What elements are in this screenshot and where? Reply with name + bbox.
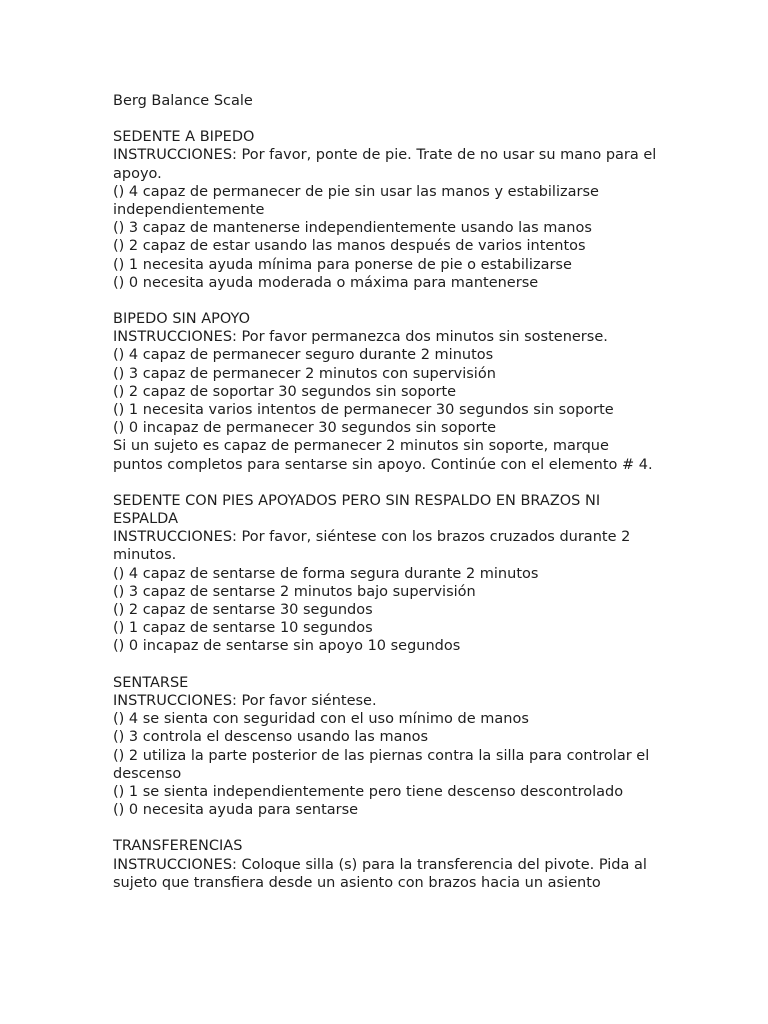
score-option: () 0 incapaz de sentarse sin apoyo 10 segundos	[113, 638, 461, 655]
score-option: () 4 capaz de permanecer seguro durante 2 minutos	[113, 347, 494, 364]
score-option: () 3 capaz de permanecer 2 minutos con supervisión	[113, 365, 496, 382]
section-sedente-con-pies-apoyados	[113, 492, 658, 656]
section-heading: BIPEDO SIN APOYO	[113, 311, 251, 328]
score-option: () 2 capaz de soportar 30 segundos sin soporte	[113, 383, 457, 400]
section-instructions: INSTRUCCIONES: Por favor permanezca dos minutos sin sostenerse.	[113, 329, 608, 346]
score-option: () 0 necesita ayuda moderada o máxima para mantenerse	[113, 274, 539, 291]
score-option: () 2 utiliza la parte posterior de las piernas contra la silla para controlar el descenso	[113, 747, 650, 782]
score-option: () 3 capaz de sentarse 2 minutos bajo supervisión	[113, 583, 476, 600]
document-page	[113, 92, 658, 910]
section-heading: TRANSFERENCIAS	[113, 838, 243, 855]
section-sedente-a-bipedo	[113, 128, 658, 292]
section-bipedo-sin-apoyo	[113, 310, 658, 474]
section-instructions: INSTRUCCIONES: Coloque silla (s) para la transferencia del pivote. Pida al sujeto que transfiera desde un asiento con brazos hacia un asiento	[113, 856, 647, 891]
score-option: () 1 se sienta independientemente pero tiene descenso descontrolado	[113, 783, 624, 800]
score-option: () 0 necesita ayuda para sentarse	[113, 802, 359, 819]
score-option: () 4 capaz de permanecer de pie sin usar las manos y estabilizarse independientemente	[113, 183, 599, 219]
score-option: () 1 necesita varios intentos de permanecer 30 segundos sin soporte	[113, 402, 614, 419]
section-sentarse	[113, 674, 658, 820]
section-instructions: INSTRUCCIONES: Por favor siéntese.	[113, 692, 377, 709]
section-heading: SEDENTE CON PIES APOYADOS PERO SIN RESPALDO EN BRAZOS NI ESPALDA	[113, 492, 601, 528]
section-instructions: INSTRUCCIONES: Por favor, ponte de pie. Trate de no usar su mano para el apoyo.	[113, 147, 657, 182]
score-option: () 2 capaz de sentarse 30 segundos	[113, 602, 373, 619]
document-title: Berg Balance Scale	[113, 93, 253, 109]
section-transferencias	[113, 837, 658, 892]
section-heading: SEDENTE A BIPEDO	[113, 129, 255, 146]
score-option: () 1 necesita ayuda mínima para ponerse de pie o estabilizarse	[113, 256, 572, 273]
section-note: Si un sujeto es capaz de permanecer 2 minutos sin soporte, marque puntos completos para sentarse sin apoyo. Continúe con el elemento # 4.	[113, 438, 653, 473]
score-option: () 4 capaz de sentarse de forma segura durante 2 minutos	[113, 565, 539, 582]
score-option: () 3 capaz de mantenerse independientemente usando las manos	[113, 220, 592, 237]
score-option: () 1 capaz de sentarse 10 segundos	[113, 620, 373, 637]
section-instructions: INSTRUCCIONES: Por favor, siéntese con los brazos cruzados durante 2 minutos.	[113, 529, 631, 564]
section-heading: SENTARSE	[113, 674, 189, 691]
score-option: () 2 capaz de estar usando las manos después de varios intentos	[113, 238, 586, 255]
score-option: () 3 controla el descenso usando las manos	[113, 729, 429, 746]
score-option: () 4 se sienta con seguridad con el uso mínimo de manos	[113, 711, 529, 728]
score-option: () 0 incapaz de permanecer 30 segundos sin soporte	[113, 420, 497, 437]
